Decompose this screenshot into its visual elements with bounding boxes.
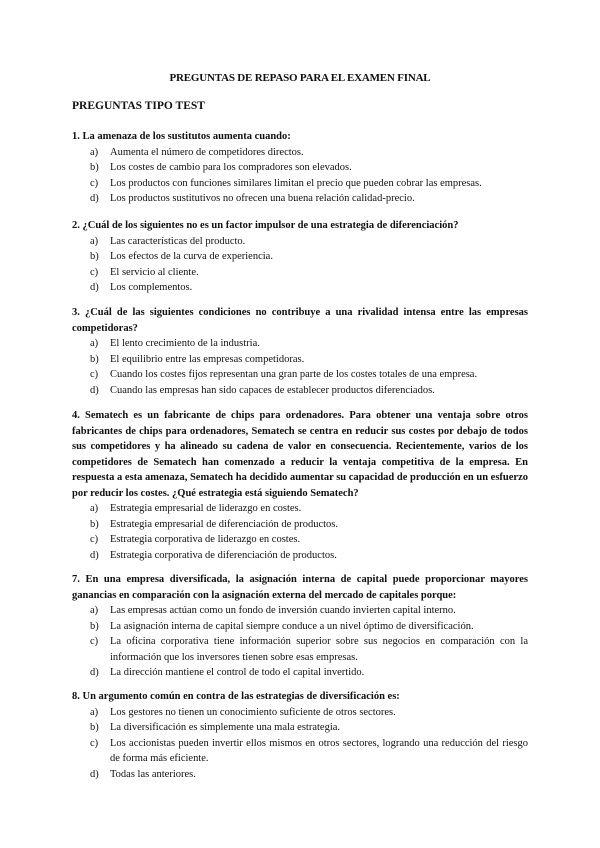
question-title: 3. ¿Cuál de las siguientes condiciones no contribuye a una rivalidad intensa entre las empresas competidoras?: [72, 307, 528, 334]
question-2: [72, 218, 528, 296]
option-label: a): [90, 605, 99, 616]
option-text: Estrategia corporativa de diferenciación de productos.: [110, 549, 337, 561]
option-label: c): [90, 737, 99, 749]
option-text: Los efectos de la curva de experiencia.: [110, 251, 273, 262]
option-label: b): [90, 722, 99, 733]
option-label: d): [90, 282, 99, 293]
option-label: c): [90, 177, 99, 189]
option-text: Los complementos.: [110, 282, 193, 293]
option-label: d): [90, 384, 99, 396]
option-c: [72, 736, 528, 767]
question-4: [72, 408, 528, 563]
option-text: Las características del producto.: [110, 235, 246, 247]
option-label: d): [90, 667, 99, 678]
option-text: Los productos sustitutivos no ofrecen una buena relación calidad-precio.: [110, 193, 415, 204]
option-b: [72, 619, 528, 635]
option-label: d): [90, 193, 99, 204]
option-text: Las empresas actúan como un fondo de inversión cuando invierten capital interno.: [110, 605, 456, 616]
option-d: [72, 548, 528, 564]
options-list: [72, 145, 528, 207]
options-list: [72, 336, 528, 398]
question-title: 4. Sematech es un fabricante de chips para ordenadores. Para obtener una ventaja sobre otros fabricantes de chips para ordenadores, Sematech se centra en reducir sus costes por debajo de todos sus competidores y ha alineado su cadena de valor en consecuencia. Recientemente, varios de los competidores de Sematech han comenzado a reducir la ventaja competitiva de la empresa. En respuesta a esta amenaza, Sematech ha decidido aumentar su capacidad de producción en un esfuerzo por reducir los costes. ¿Qué estrategia está siguiendo Sematech?: [72, 410, 528, 499]
option-b: [72, 352, 528, 368]
options-list: [72, 603, 528, 681]
option-text: Cuando las empresas han sido capaces de establecer productos diferenciados.: [110, 384, 435, 396]
option-label: c): [90, 636, 99, 647]
option-d: [72, 767, 528, 783]
option-text: Aumenta el número de competidores directos.: [110, 146, 304, 158]
option-label: d): [90, 549, 99, 561]
option-d: [72, 280, 528, 296]
question-title: 1. La amenaza de los sustitutos aumenta cuando:: [72, 131, 291, 142]
option-c: [72, 532, 528, 548]
option-label: c): [90, 369, 99, 380]
option-text: Estrategia empresarial de diferenciación de productos.: [110, 518, 338, 530]
option-text: Estrategia empresarial de liderazgo en costes.: [110, 503, 302, 514]
option-label: c): [90, 266, 99, 278]
question-title: 2. ¿Cuál de los siguientes no es un factor impulsor de una estrategia de diferenciación?: [72, 220, 459, 231]
option-label: a): [90, 146, 99, 158]
option-b: [72, 249, 528, 265]
option-d: [72, 191, 528, 207]
option-b: [72, 160, 528, 176]
question-8: [72, 689, 528, 782]
option-text: El lento crecimiento de la industria.: [110, 338, 260, 349]
option-b: [72, 720, 528, 736]
option-a: [72, 603, 528, 619]
option-label: b): [90, 251, 99, 262]
option-label: b): [90, 162, 99, 173]
option-text: El equilibrio entre las empresas competidoras.: [110, 353, 305, 365]
option-text: Estrategia corporativa de liderazgo en costes.: [110, 534, 301, 545]
option-label: d): [90, 768, 99, 780]
option-text: Cuando los costes fijos representan una gran parte de los costes totales de una empresa.: [110, 369, 478, 380]
section-subtitle: PREGUNTAS TIPO TEST: [72, 100, 205, 112]
option-text: Los accionistas pueden invertir ellos mismos en otros sectores, logrando una reducción del riesgo de forma más eficiente.: [110, 737, 528, 764]
question-3: [72, 305, 528, 398]
option-a: [72, 336, 528, 352]
option-label: a): [90, 338, 99, 349]
option-d: [72, 665, 528, 681]
option-b: [72, 517, 528, 533]
option-d: [72, 383, 528, 399]
options-list: [72, 501, 528, 563]
option-text: Todas las anteriores.: [110, 768, 196, 780]
question-title: 8. Un argumento común en contra de las estrategias de diversificación es:: [72, 691, 400, 702]
options-list: [72, 234, 528, 296]
question-7: [72, 572, 528, 681]
option-label: c): [90, 534, 99, 545]
option-text: La dirección mantiene el control de todo el capital invertido.: [110, 667, 365, 678]
option-a: [72, 234, 528, 250]
question-1: [72, 129, 528, 207]
option-text: Los productos con funciones similares limitan el precio que pueden cobrar las empresas.: [110, 177, 482, 189]
option-label: b): [90, 620, 99, 632]
option-text: Los costes de cambio para los compradores son elevados.: [110, 162, 352, 173]
option-text: La oficina corporativa tiene información superior sobre sus negocios en comparación con la información que los inversores tienen sobre esas empresas.: [110, 636, 528, 663]
option-c: [72, 265, 528, 281]
options-list: [72, 705, 528, 783]
option-a: [72, 705, 528, 721]
option-c: [72, 634, 528, 665]
page-title: PREGUNTAS DE REPASO PARA EL EXAMEN FINAL: [169, 72, 431, 84]
option-label: b): [90, 353, 99, 365]
option-label: a): [90, 503, 99, 514]
option-text: La diversificación es simplemente una mala estrategia.: [110, 722, 341, 733]
option-text: La asignación interna de capital siempre conduce a un nivel óptimo de diversificación.: [110, 620, 474, 632]
option-a: [72, 145, 528, 161]
option-c: [72, 176, 528, 192]
option-label: a): [90, 235, 99, 247]
option-text: El servicio al cliente.: [110, 266, 199, 278]
option-label: a): [90, 706, 99, 718]
question-title: 7. En una empresa diversificada, la asignación interna de capital puede proporcionar mayores ganancias en comparación con la asignación externa del mercado de capitales porque:: [72, 574, 528, 601]
option-a: [72, 501, 528, 517]
option-text: Los gestores no tienen un conocimiento suficiente de otros sectores.: [110, 706, 396, 718]
option-c: [72, 367, 528, 383]
option-label: b): [90, 518, 99, 530]
